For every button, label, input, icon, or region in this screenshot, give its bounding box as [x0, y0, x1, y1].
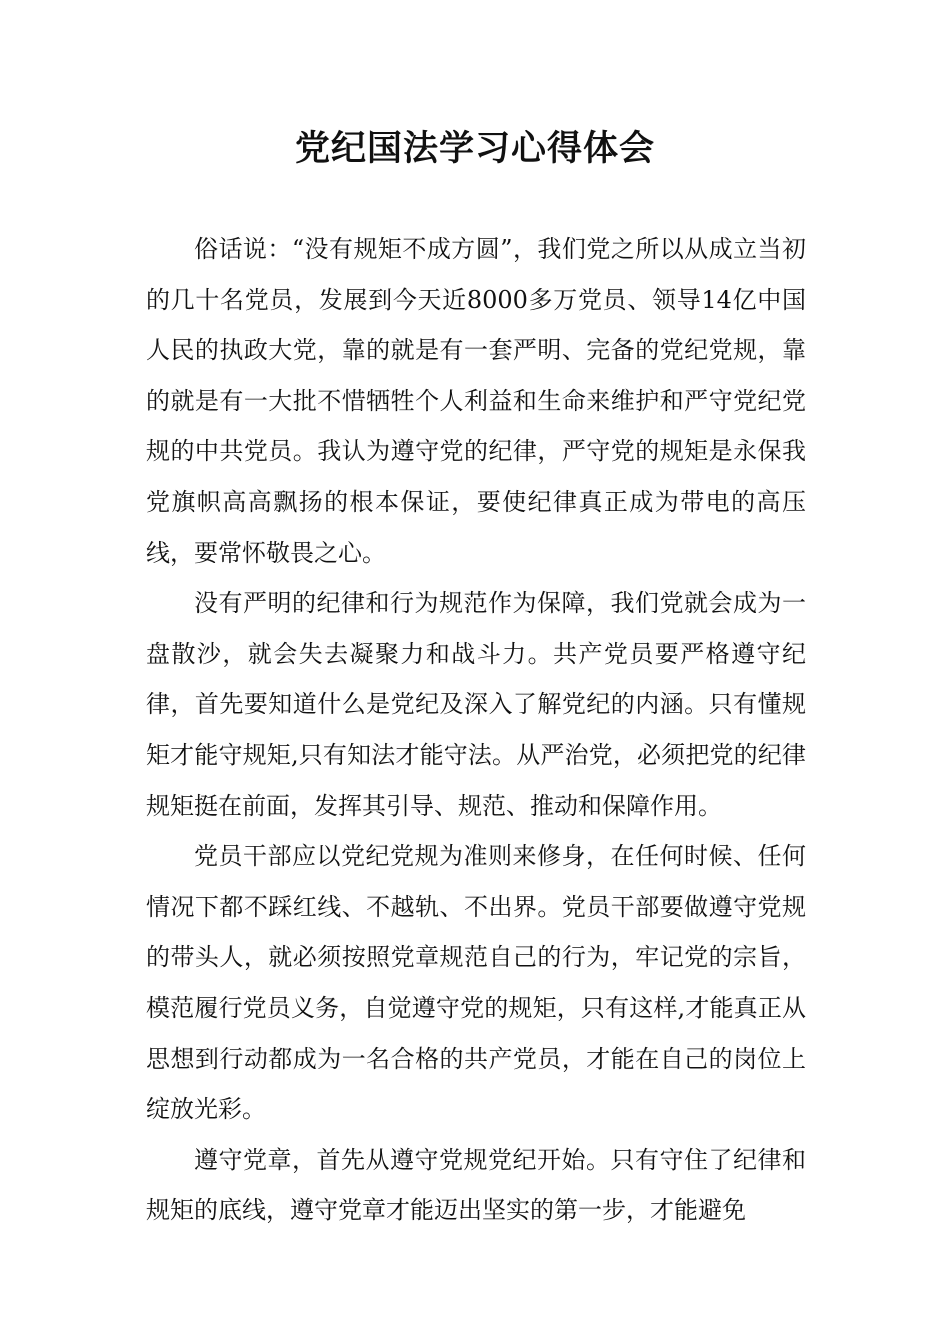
paragraph-2: 没有严明的纪律和行为规范作为保障，我们党就会成为一盘散沙，就会失去凝聚力和战斗力。共产党员要严格遵守纪律，首先要知道什么是党纪及深入了解党纪的内涵。只有懂规矩才能守规矩,只有知法才能守法。从严治党，必须把党的纪律规矩挺在前面，发挥其引导、规范、推动和保障作用。	[146, 589, 806, 820]
document-body	[146, 224, 806, 1236]
paragraph-3: 党员干部应以党纪党规为准则来修身，在任何时候、任何情况下都不踩红线、不越轨、不出界。党员干部要做遵守党规的带头人，就必须按照党章规范自己的行为，牢记党的宗旨，模范履行党员义务，自觉遵守党的规矩，只有这样,才能真正从思想到行动都成为一名合格的共产党员，才能在自己的岗位上绽放光彩。	[146, 842, 806, 1124]
document-title: 党纪国法学习心得体会	[294, 128, 655, 169]
paragraph-1: 俗话说：“没有规矩不成方圆”，我们党之所以从成立当初的几十名党员，发展到今天近8000多万党员、领导14亿中国人民的执政大党，靠的就是有一套严明、完备的党纪党规，靠的就是有一大批不惜牺牲个人利益和生命来维护和严守党纪党规的中共党员。我认为遵守党的纪律，严守党的规矩是永保我党旗帜高高飘扬的根本保证，要使纪律真正成为带电的高压线，要常怀敬畏之心。	[146, 235, 806, 567]
paragraph-4: 遵守党章，首先从遵守党规党纪开始。只有守住了纪律和规矩的底线，遵守党章才能迈出坚实的第一步，才能避免	[146, 1145, 806, 1225]
